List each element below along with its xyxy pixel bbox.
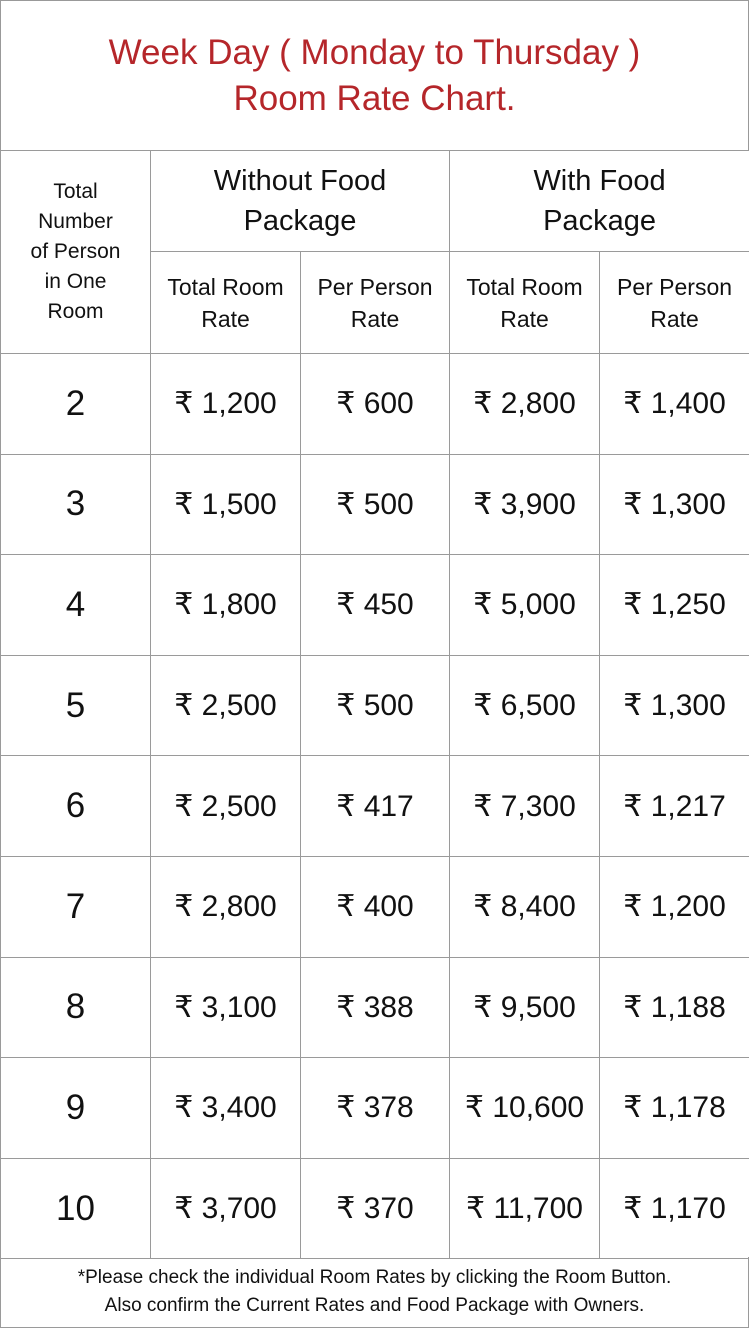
rate-cell: ₹ 3,900 bbox=[450, 454, 600, 555]
table-header-row-groups bbox=[1, 151, 749, 252]
sub-header-line: Total Room bbox=[167, 273, 284, 300]
sub-header-line: Total Room bbox=[466, 273, 583, 300]
persons-header-line: in One bbox=[44, 270, 107, 293]
rate-cell: ₹ 1,200 bbox=[600, 856, 749, 957]
persons-header bbox=[1, 151, 151, 354]
room-rate-table bbox=[0, 150, 749, 1259]
table-row bbox=[1, 1158, 749, 1259]
sub-header-line: Rate bbox=[350, 305, 400, 332]
rate-cell: ₹ 1,250 bbox=[600, 555, 749, 656]
rate-cell: ₹ 1,400 bbox=[600, 354, 749, 455]
group-header-line: Package bbox=[543, 205, 656, 237]
table-row bbox=[1, 756, 749, 857]
rate-cell: ₹ 2,500 bbox=[151, 655, 301, 756]
persons-cell: 9 bbox=[1, 1058, 151, 1159]
rate-cell: ₹ 388 bbox=[301, 957, 450, 1058]
sub-header-total-room-rate bbox=[151, 252, 301, 354]
title-line-2: Room Rate Chart. bbox=[233, 78, 516, 118]
rate-cell: ₹ 3,700 bbox=[151, 1158, 301, 1259]
persons-cell: 5 bbox=[1, 655, 151, 756]
rate-cell: ₹ 1,188 bbox=[600, 957, 749, 1058]
title-line-1: Week Day ( Monday to Thursday ) bbox=[108, 32, 641, 72]
rate-cell: ₹ 3,400 bbox=[151, 1058, 301, 1159]
rate-cell: ₹ 2,800 bbox=[450, 354, 600, 455]
rate-cell: ₹ 450 bbox=[301, 555, 450, 656]
rate-cell: ₹ 1,178 bbox=[600, 1058, 749, 1159]
persons-cell: 3 bbox=[1, 454, 151, 555]
rate-cell: ₹ 2,800 bbox=[151, 856, 301, 957]
rate-cell: ₹ 400 bbox=[301, 856, 450, 957]
rate-cell: ₹ 1,217 bbox=[600, 756, 749, 857]
rate-cell: ₹ 370 bbox=[301, 1158, 450, 1259]
persons-cell: 8 bbox=[1, 957, 151, 1058]
footer-line-2: Also confirm the Current Rates and Food Package with Owners. bbox=[104, 1295, 645, 1316]
sub-header-per-person-rate bbox=[301, 252, 450, 354]
group-header-line: With Food bbox=[533, 165, 666, 197]
rate-cell: ₹ 6,500 bbox=[450, 655, 600, 756]
persons-header-line: Total bbox=[53, 180, 98, 203]
persons-cell: 7 bbox=[1, 856, 151, 957]
table-row bbox=[1, 856, 749, 957]
table-row bbox=[1, 957, 749, 1058]
rate-cell: ₹ 1,170 bbox=[600, 1158, 749, 1259]
persons-cell: 4 bbox=[1, 555, 151, 656]
rate-cell: ₹ 8,400 bbox=[450, 856, 600, 957]
table-row bbox=[1, 354, 749, 455]
persons-cell: 10 bbox=[1, 1158, 151, 1259]
rate-cell: ₹ 378 bbox=[301, 1058, 450, 1159]
table-row bbox=[1, 655, 749, 756]
group-header-line: Without Food bbox=[213, 165, 387, 197]
table-row bbox=[1, 454, 749, 555]
persons-header-line: Room bbox=[47, 300, 104, 323]
rate-cell: ₹ 5,000 bbox=[450, 555, 600, 656]
sub-header-line: Rate bbox=[650, 305, 699, 332]
rate-cell: ₹ 417 bbox=[301, 756, 450, 857]
persons-cell: 6 bbox=[1, 756, 151, 857]
table-row bbox=[1, 555, 749, 656]
persons-header-line: Number bbox=[38, 210, 113, 233]
rate-cell: ₹ 1,300 bbox=[600, 655, 749, 756]
sub-header-total-room-rate bbox=[450, 252, 600, 354]
persons-cell: 2 bbox=[1, 354, 151, 455]
rate-cell: ₹ 500 bbox=[301, 454, 450, 555]
rate-cell: ₹ 11,700 bbox=[450, 1158, 600, 1259]
rate-cell: ₹ 1,200 bbox=[151, 354, 301, 455]
rate-cell: ₹ 1,500 bbox=[151, 454, 301, 555]
group-header-line: Package bbox=[243, 205, 357, 237]
sub-header-line: Rate bbox=[201, 305, 250, 332]
table-row bbox=[1, 1058, 749, 1159]
without-food-header bbox=[151, 151, 450, 252]
sub-header-line: Rate bbox=[500, 305, 549, 332]
rate-cell: ₹ 500 bbox=[301, 655, 450, 756]
rate-cell: ₹ 1,300 bbox=[600, 454, 749, 555]
with-food-header bbox=[450, 151, 749, 252]
rate-cell: ₹ 3,100 bbox=[151, 957, 301, 1058]
persons-header-line: of Person bbox=[30, 240, 121, 263]
footer-line-1: *Please check the individual Room Rates by clicking the Room Button. bbox=[77, 1267, 672, 1288]
rate-cell: ₹ 2,500 bbox=[151, 756, 301, 857]
sub-header-per-person-rate bbox=[600, 252, 749, 354]
rate-cell: ₹ 7,300 bbox=[450, 756, 600, 857]
footer-note bbox=[0, 1257, 749, 1328]
sub-header-line: Per Person bbox=[616, 273, 733, 300]
sub-header-line: Per Person bbox=[317, 273, 433, 300]
rate-cell: ₹ 600 bbox=[301, 354, 450, 455]
rate-cell: ₹ 10,600 bbox=[450, 1058, 600, 1159]
chart-title bbox=[0, 0, 749, 150]
rate-cell: ₹ 1,800 bbox=[151, 555, 301, 656]
rate-cell: ₹ 9,500 bbox=[450, 957, 600, 1058]
